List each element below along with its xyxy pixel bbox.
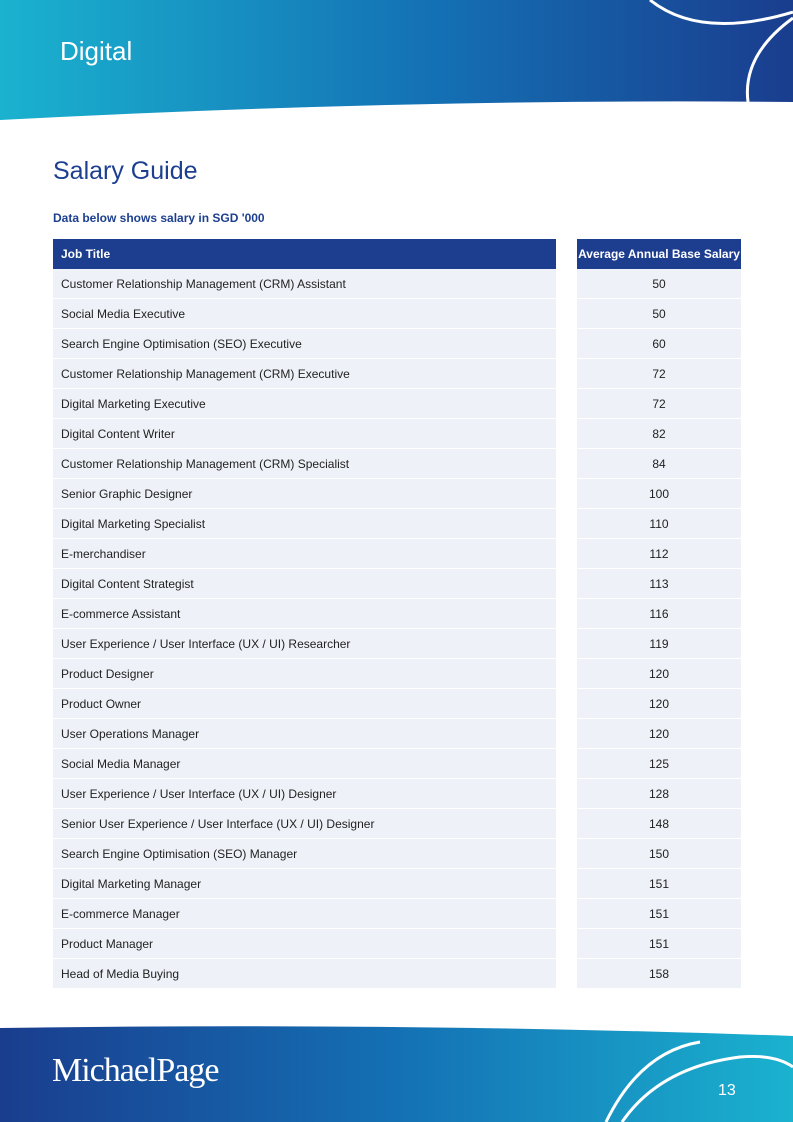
row-gap: [556, 479, 577, 509]
table-row: [53, 479, 741, 509]
job-title-cell: Senior User Experience / User Interface (UX / UI) Designer: [53, 809, 556, 839]
column-header-job-title: Job Title: [53, 239, 556, 269]
job-title-cell: Digital Content Strategist: [53, 569, 556, 599]
job-title-cell: E-commerce Manager: [53, 899, 556, 929]
table-row: [53, 689, 741, 719]
job-title-cell: Digital Marketing Executive: [53, 389, 556, 419]
table-header-row: [53, 239, 741, 269]
salary-cell: 72: [577, 359, 741, 389]
row-gap: [556, 809, 577, 839]
salary-cell: 50: [577, 299, 741, 329]
salary-cell: 72: [577, 389, 741, 419]
row-gap: [556, 869, 577, 899]
table-body: [53, 269, 741, 989]
salary-cell: 151: [577, 929, 741, 959]
salary-cell: 82: [577, 419, 741, 449]
michael-page-logo: MichaelPage: [52, 1052, 219, 1089]
table-row: [53, 269, 741, 299]
row-gap: [556, 419, 577, 449]
page-heading: Salary Guide: [53, 157, 198, 185]
row-gap: [556, 629, 577, 659]
table-row: [53, 449, 741, 479]
table-row: [53, 869, 741, 899]
salary-cell: 112: [577, 539, 741, 569]
job-title-cell: Product Designer: [53, 659, 556, 689]
row-gap: [556, 269, 577, 299]
salary-cell: 100: [577, 479, 741, 509]
salary-cell: 84: [577, 449, 741, 479]
job-title-cell: Customer Relationship Management (CRM) Assistant: [53, 269, 556, 299]
job-title-cell: Head of Media Buying: [53, 959, 556, 989]
page-number: 13: [718, 1082, 736, 1099]
job-title-cell: Product Manager: [53, 929, 556, 959]
salary-cell: 148: [577, 809, 741, 839]
salary-cell: 113: [577, 569, 741, 599]
salary-cell: 120: [577, 719, 741, 749]
table-row: [53, 899, 741, 929]
table-row: [53, 419, 741, 449]
table-row: [53, 929, 741, 959]
row-gap: [556, 389, 577, 419]
table-row: [53, 719, 741, 749]
job-title-cell: Senior Graphic Designer: [53, 479, 556, 509]
column-header-salary: Average Annual Base Salary: [577, 239, 741, 269]
salary-cell: 60: [577, 329, 741, 359]
row-gap: [556, 509, 577, 539]
table-row: [53, 299, 741, 329]
salary-table: [53, 239, 741, 989]
salary-cell: 119: [577, 629, 741, 659]
job-title-cell: Product Owner: [53, 689, 556, 719]
table-row: [53, 629, 741, 659]
row-gap: [556, 359, 577, 389]
row-gap: [556, 749, 577, 779]
row-gap: [556, 719, 577, 749]
table-row: [53, 599, 741, 629]
salary-cell: 120: [577, 689, 741, 719]
job-title-cell: Digital Content Writer: [53, 419, 556, 449]
salary-cell: 158: [577, 959, 741, 989]
table-row: [53, 359, 741, 389]
row-gap: [556, 659, 577, 689]
job-title-cell: User Experience / User Interface (UX / UI) Researcher: [53, 629, 556, 659]
salary-cell: 151: [577, 869, 741, 899]
job-title-cell: Search Engine Optimisation (SEO) Manager: [53, 839, 556, 869]
table-row: [53, 509, 741, 539]
table-row: [53, 389, 741, 419]
row-gap: [556, 539, 577, 569]
row-gap: [556, 839, 577, 869]
job-title-cell: Customer Relationship Management (CRM) Executive: [53, 359, 556, 389]
job-title-cell: Digital Marketing Specialist: [53, 509, 556, 539]
row-gap: [556, 779, 577, 809]
row-gap: [556, 329, 577, 359]
job-title-cell: Social Media Manager: [53, 749, 556, 779]
job-title-cell: User Operations Manager: [53, 719, 556, 749]
table-row: [53, 779, 741, 809]
job-title-cell: Search Engine Optimisation (SEO) Executive: [53, 329, 556, 359]
job-title-cell: User Experience / User Interface (UX / UI) Designer: [53, 779, 556, 809]
row-gap: [556, 449, 577, 479]
job-title-cell: Customer Relationship Management (CRM) Specialist: [53, 449, 556, 479]
row-gap: [556, 569, 577, 599]
column-gap: [556, 239, 577, 269]
row-gap: [556, 899, 577, 929]
table-row: [53, 329, 741, 359]
row-gap: [556, 929, 577, 959]
row-gap: [556, 299, 577, 329]
salary-cell: 116: [577, 599, 741, 629]
table-row: [53, 569, 741, 599]
salary-cell: 50: [577, 269, 741, 299]
row-gap: [556, 599, 577, 629]
salary-cell: 128: [577, 779, 741, 809]
salary-cell: 150: [577, 839, 741, 869]
job-title-cell: Social Media Executive: [53, 299, 556, 329]
row-gap: [556, 689, 577, 719]
table-row: [53, 809, 741, 839]
data-note: Data below shows salary in SGD '000: [53, 211, 265, 225]
section-title: Digital: [60, 36, 133, 66]
job-title-cell: E-merchandiser: [53, 539, 556, 569]
salary-table-container: [53, 239, 741, 989]
table-row: [53, 749, 741, 779]
salary-cell: 125: [577, 749, 741, 779]
salary-cell: 120: [577, 659, 741, 689]
table-row: [53, 839, 741, 869]
job-title-cell: E-commerce Assistant: [53, 599, 556, 629]
table-row: [53, 959, 741, 989]
table-row: [53, 659, 741, 689]
table-row: [53, 539, 741, 569]
row-gap: [556, 959, 577, 989]
job-title-cell: Digital Marketing Manager: [53, 869, 556, 899]
salary-cell: 110: [577, 509, 741, 539]
salary-cell: 151: [577, 899, 741, 929]
